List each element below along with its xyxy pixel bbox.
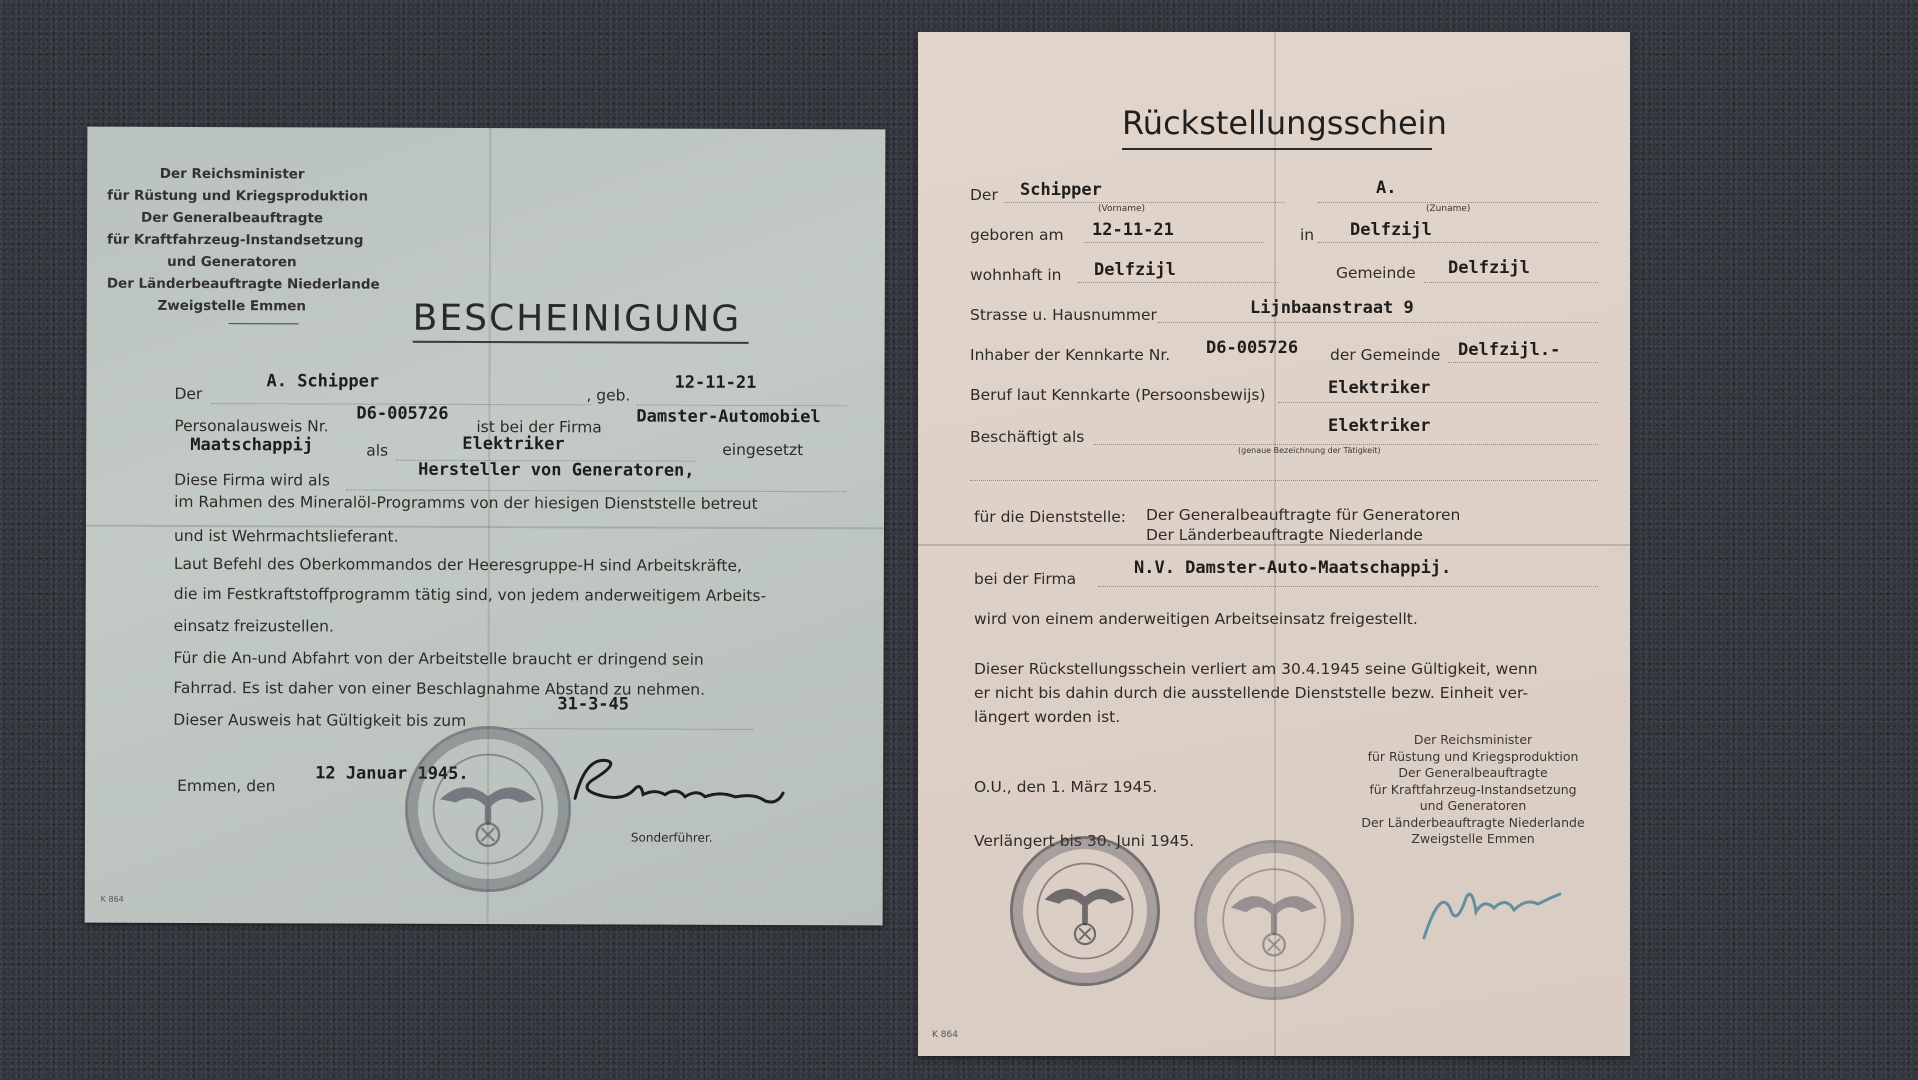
person-name: A. Schipper — [266, 371, 380, 392]
vorname-hint: (Vorname) — [1098, 204, 1146, 214]
form-code: K 864 — [100, 894, 124, 904]
footer-line: und Generatoren — [1419, 798, 1527, 813]
validity-line: Dieser Rückstellungsschein verliert am 30.4.1945 seine Gültigkeit, wenn — [974, 660, 1538, 678]
als-label: als — [366, 441, 389, 460]
issue-date: 12 Januar 1945. — [315, 763, 469, 784]
body-line: Für die An-und Abfahrt von der Arbeitstelle braucht er dringend sein — [173, 648, 704, 669]
validity-line: er nicht bis dahin durch die ausstellende Dienststelle bezw. Einheit ver- — [974, 684, 1529, 702]
ausweis-label: Personalausweis Nr. — [174, 416, 329, 436]
kennkarte-number: D6-005726 — [1206, 338, 1299, 358]
taetigkeit-hint: (genaue Bezeichnung der Tätigkeit) — [1238, 446, 1381, 455]
extension-note: Verlängert bis 30. Juni 1945. — [974, 832, 1195, 850]
birth-date: 12-11-21 — [1092, 220, 1174, 240]
issuer-footer — [1348, 732, 1598, 848]
street-address: Lijnbaanstraat 9 — [1250, 298, 1414, 318]
der-label: Der — [970, 186, 998, 204]
residence: Delfzijl — [1094, 260, 1176, 280]
geb-label: , geb. — [586, 386, 631, 405]
header-line: Der Reichsminister — [159, 165, 305, 183]
der-gemeinde-label: der Gemeinde — [1330, 346, 1441, 364]
eagle-stamp-icon — [1010, 836, 1160, 986]
place-label: Emmen, den — [177, 776, 276, 796]
eingesetzt-label: eingesetzt — [722, 440, 804, 460]
beruf-label: Beruf laut Kennkarte (Persoonsbewijs) — [970, 386, 1266, 404]
bescheinigung-document — [85, 127, 886, 926]
body-line: einsatz freizustellen. — [173, 616, 334, 636]
firma-name-1: Damster-Automobiel — [636, 406, 821, 428]
kennkarte-label: Inhaber der Kennkarte Nr. — [970, 346, 1171, 364]
vorname: Schipper — [1020, 180, 1102, 200]
gemeinde-label: Gemeinde — [1336, 264, 1416, 282]
kennkarte-municipality: Delfzijl.- — [1458, 340, 1561, 360]
geboren-label: geboren am — [970, 226, 1064, 244]
eagle-stamp-icon — [1194, 840, 1354, 1000]
zuname-hint: (Zuname) — [1426, 204, 1471, 214]
footer-line: Der Länderbeauftragte Niederlande — [1361, 814, 1585, 830]
validity-line: längert worden ist. — [974, 708, 1121, 726]
dienststelle-label: für die Dienststelle: — [974, 508, 1127, 526]
wohnhaft-label: wohnhaft in — [970, 266, 1062, 284]
signature-icon — [1410, 868, 1570, 958]
document-title: BESCHEINIGUNG — [412, 297, 742, 340]
zuname: A. — [1376, 178, 1397, 198]
footer-line: Zweigstelle Emmen — [1411, 831, 1535, 846]
birth-date: 12-11-21 — [674, 372, 757, 393]
footer-line: Der Reichsminister — [1413, 732, 1533, 747]
footer-line: Der Generalbeauftragte — [1398, 765, 1548, 780]
signer-title: Sonderführer. — [630, 830, 713, 845]
header-line: und Generatoren — [167, 253, 297, 271]
firma-label: ist bei der Firma — [476, 417, 602, 437]
header-line: für Kraftfahrzeug-Instandsetzung — [106, 231, 364, 249]
municipality: Delfzijl — [1448, 258, 1530, 278]
body-line: und ist Wehrmachtslieferant. — [173, 526, 399, 546]
footer-line: für Rüstung und Kriegsproduktion — [1367, 748, 1579, 764]
document-title: Rückstellungsschein — [1122, 104, 1447, 142]
occupation: Elektriker — [462, 433, 565, 455]
beschaeftigt-label: Beschäftigt als — [970, 428, 1085, 446]
dienststelle-line: Der Generalbeauftragte für Generatoren — [1146, 506, 1461, 524]
body-line: die im Festkraftstoffprogramm tätig sind, von jedem anderweitigem Arbeits- — [173, 584, 767, 605]
valid-until-date: 31-3-45 — [557, 694, 630, 715]
ausweis-number: D6-005726 — [356, 403, 449, 424]
occupation: Elektriker — [1328, 378, 1431, 398]
place-date: O.U., den 1. März 1945. — [974, 778, 1158, 796]
company-name: N.V. Damster-Auto-Maatschappij. — [1134, 558, 1452, 578]
body-line: im Rahmen des Mineralöl-Programms von der hiesigen Dienststelle betreut — [174, 492, 758, 513]
header-line: Der Länderbeauftragte Niederlande — [106, 275, 380, 293]
eagle-stamp-icon — [405, 726, 572, 893]
body-line: Fahrrad. Es ist daher von einer Beschlagnahme Abstand zu nehmen. — [173, 678, 706, 699]
firma-name-2: Maatschappij — [190, 434, 314, 456]
strasse-label: Strasse u. Hausnummer — [970, 306, 1157, 324]
firma-wird-label: Diese Firma wird als — [174, 470, 330, 490]
dienststelle-line: Der Länderbeauftragte Niederlande — [1146, 526, 1423, 544]
header-line: Der Generalbeauftragte — [141, 209, 324, 227]
der-label: Der — [174, 384, 203, 404]
issuer-header — [106, 163, 380, 318]
birth-place: Delfzijl — [1350, 220, 1432, 240]
footer-line: für Kraftfahrzeug-Instandsetzung — [1369, 781, 1577, 797]
form-code: K 864 — [932, 1030, 958, 1040]
header-line: Zweigstelle Emmen — [157, 297, 307, 315]
firma-label: bei der Firma — [974, 570, 1077, 588]
manufacturer-role: Hersteller von Generatoren, — [418, 459, 695, 481]
in-label: in — [1300, 226, 1315, 244]
employed-as: Elektriker — [1328, 416, 1431, 436]
header-line: für Rüstung und Kriegsproduktion — [107, 187, 369, 205]
gueltig-label: Dieser Ausweis hat Gültigkeit bis zum — [173, 710, 467, 730]
body-line: Laut Befehl des Oberkommandos der Heeresgruppe-H sind Arbeitskräfte, — [173, 554, 742, 575]
release-statement: wird von einem anderweitigen Arbeitseinsatz freigestellt. — [974, 610, 1418, 628]
signature-icon — [565, 748, 805, 819]
rueckstellungsschein-document — [918, 32, 1630, 1056]
